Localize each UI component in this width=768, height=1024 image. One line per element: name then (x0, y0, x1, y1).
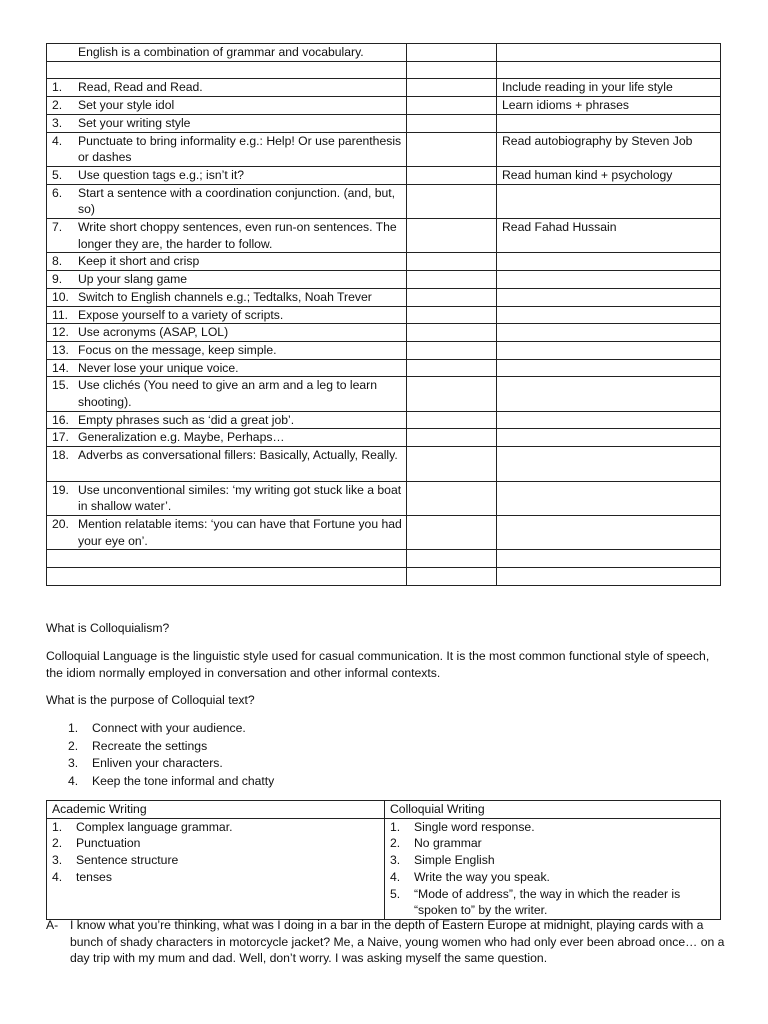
tip-text: Set your writing style (78, 115, 191, 130)
tip-text: Write short choppy sentences, even run-on sentences. The longer they are, the harder to follow. (78, 220, 397, 251)
passage-text: I know what you’re thinking, what was I doing in a bar in the depth of Eastern Europe at midnight, playing cards with a bunch of shady characters in motorcycle jacket? Me, a Naive, young women who had only ever been abroad once… on a day trip with my mum and dad. Well, don’t worry. I was asking myself the same question. (70, 918, 725, 966)
tip-row (47, 184, 721, 218)
tip-row (47, 377, 721, 411)
tip-text: Switch to English channels e.g.; Tedtalks, Noah Trever (78, 289, 372, 304)
colloquial-text: Write the way you speak. (414, 869, 550, 884)
purpose-number: 2. (68, 738, 79, 753)
academic-header: Academic Writing (47, 801, 385, 819)
purpose-text: Connect with your audience. (92, 721, 246, 735)
tip-number: 13. (52, 342, 69, 357)
tip-number: 5. (52, 167, 63, 182)
tip-text: Use question tags e.g.; isn’t it? (78, 167, 244, 182)
academic-list (47, 818, 385, 919)
tip-number: 10. (52, 289, 69, 304)
tip-row (47, 132, 721, 166)
tip-text: Focus on the message, keep simple. (78, 342, 277, 357)
tip-text: Never lose your unique voice. (78, 360, 239, 375)
tip-text: Use clichés (You need to give an arm and a leg to learn shooting). (78, 378, 378, 410)
academic-number: 4. (52, 869, 63, 884)
colloquial-text: Simple English (414, 853, 495, 868)
tip-text: Punctuate to bring informality e.g.: Help! Or use parenthesis or dashes (78, 133, 402, 165)
tips-empty-row (47, 550, 721, 568)
tip-text: Up your slang game (78, 272, 188, 287)
colloquial-item (390, 835, 716, 852)
colloquial-item (390, 819, 716, 836)
colloquial-item (390, 886, 716, 919)
colloquial-number: 5. (390, 886, 401, 901)
passage-a (46, 917, 726, 967)
tips-header: English is a combination of grammar and vocabulary. (78, 45, 364, 59)
tip-row (47, 306, 721, 324)
tip-note: Read human kind + psychology (502, 167, 673, 182)
purpose-number: 1. (68, 721, 79, 735)
colloquial-number: 1. (390, 819, 401, 834)
passage-label: A- (46, 918, 59, 932)
tip-note: Include reading in your life style (502, 80, 673, 95)
colloquial-text: “Mode of address”, the way in which the reader is “spoken to” by the writer. (414, 886, 681, 918)
tip-text: Generalization e.g. Maybe, Perhaps… (78, 430, 285, 445)
academic-text: Sentence structure (76, 853, 179, 868)
definition-paragraph: Colloquial Language is the linguistic style used for casual communication. It is the most common functional style of speech, the idiom normally employed in conversation and other informal contexts. (46, 649, 710, 680)
colloquial-number: 4. (390, 869, 401, 884)
academic-item (52, 819, 380, 836)
tip-number: 7. (52, 220, 63, 235)
tip-number: 16. (52, 412, 69, 427)
comparison-table (46, 800, 721, 920)
tip-number: 17. (52, 430, 69, 445)
tip-number: 18. (52, 448, 69, 463)
tip-row (47, 429, 721, 447)
tip-row (47, 114, 721, 132)
tip-row (47, 481, 721, 515)
tip-note: Learn idioms + phrases (502, 98, 630, 113)
tip-text: Use acronyms (ASAP, LOL) (78, 325, 229, 340)
tip-text: Set your style idol (78, 98, 175, 113)
tip-row (47, 166, 721, 184)
tip-number: 11. (52, 307, 69, 322)
colloquial-item (390, 852, 716, 869)
academic-item (52, 835, 380, 852)
tip-text: Use unconventional similes: ‘my writing got stuck like a boat in shallow water’. (78, 482, 402, 514)
tip-text: Expose yourself to a variety of scripts. (78, 307, 284, 322)
purpose-number: 4. (68, 773, 79, 788)
tips-spacer-row (47, 61, 721, 79)
tip-text: Start a sentence with a coordination conjunction. (and, but, so) (78, 185, 396, 217)
academic-item (52, 852, 380, 869)
tip-text: Adverbs as conversational fillers: Basically, Actually, Really. (78, 448, 398, 463)
tip-number: 4. (52, 133, 63, 148)
tip-row (47, 515, 721, 549)
colloquial-number: 3. (390, 853, 401, 868)
tip-note: Read Fahad Hussain (502, 220, 617, 235)
tip-number: 14. (52, 360, 69, 375)
academic-number: 2. (52, 836, 63, 851)
tip-text: Read, Read and Read. (78, 80, 203, 95)
purpose-item (68, 755, 274, 773)
tip-text: Empty phrases such as ‘did a great job’. (78, 412, 295, 427)
tip-number: 20. (52, 516, 69, 531)
tip-row (47, 79, 721, 97)
academic-number: 3. (52, 853, 63, 868)
question-colloquialism: What is Colloquialism? (46, 621, 170, 635)
tips-table (46, 43, 721, 586)
question-purpose: What is the purpose of Colloquial text? (46, 693, 255, 707)
tip-row (47, 447, 721, 481)
purpose-item (68, 773, 274, 791)
tip-row (47, 288, 721, 306)
comparison-header-row (47, 801, 721, 819)
academic-text: Complex language grammar. (76, 819, 233, 834)
tip-number: 15. (52, 378, 69, 393)
tips-empty-row (47, 568, 721, 586)
purpose-text: Enliven your characters. (92, 756, 223, 770)
academic-text: tenses (76, 869, 112, 884)
academic-item (52, 869, 380, 886)
tip-row (47, 271, 721, 289)
tip-text: Keep it short and crisp (78, 254, 200, 269)
tip-row (47, 97, 721, 115)
tip-row (47, 253, 721, 271)
comparison-body-row (47, 818, 721, 919)
tip-number: 6. (52, 185, 63, 200)
tip-row (47, 411, 721, 429)
purpose-text: Recreate the settings (92, 738, 208, 753)
purpose-list (68, 720, 274, 790)
colloquial-text: No grammar (414, 836, 482, 851)
purpose-item (68, 720, 274, 738)
purpose-number: 3. (68, 756, 79, 770)
colloquial-item (390, 869, 716, 886)
colloquial-list (385, 818, 721, 919)
tip-number: 1. (52, 80, 63, 95)
academic-text: Punctuation (76, 836, 141, 851)
tips-header-row (47, 44, 721, 62)
tip-note: Read autobiography by Steven Job (502, 133, 693, 148)
colloquial-header: Colloquial Writing (385, 801, 721, 819)
tip-number: 8. (52, 254, 63, 269)
tip-number: 9. (52, 272, 63, 287)
purpose-text: Keep the tone informal and chatty (92, 773, 275, 788)
colloquial-number: 2. (390, 836, 401, 851)
academic-number: 1. (52, 819, 63, 834)
tip-number: 3. (52, 115, 63, 130)
tip-number: 2. (52, 98, 63, 113)
purpose-item (68, 738, 274, 756)
tip-number: 12. (52, 325, 69, 340)
tip-row (47, 359, 721, 377)
tip-row (47, 219, 721, 253)
colloquial-text: Single word response. (414, 819, 535, 834)
tip-text: Mention relatable items: ‘you can have that Fortune you had your eye on’. (78, 516, 402, 548)
tip-number: 19. (52, 482, 69, 497)
tip-row (47, 341, 721, 359)
tip-row (47, 324, 721, 342)
